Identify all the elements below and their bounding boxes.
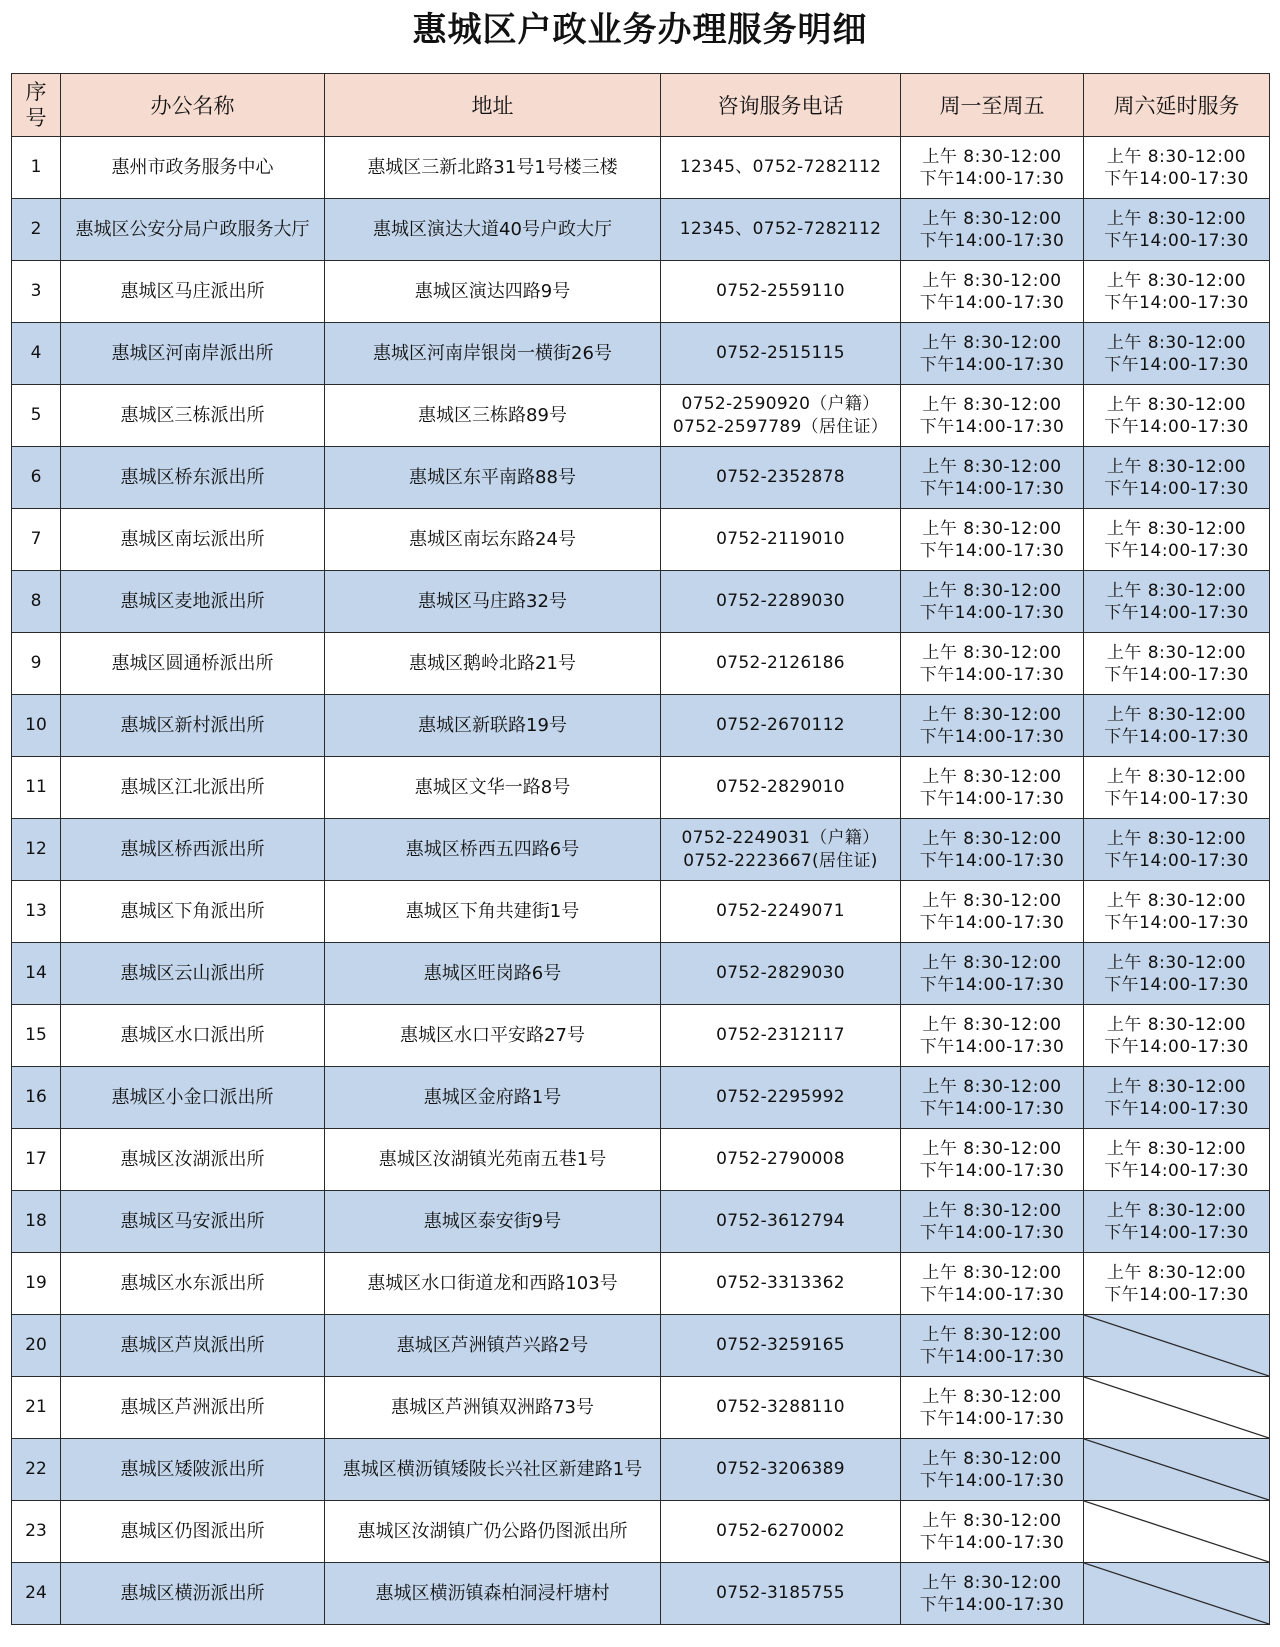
hours-am: 上午 8:30-12:00 <box>922 704 1062 725</box>
hours-am: 上午 8:30-12:00 <box>922 1572 1062 1593</box>
hours-pm: 下午14:00-17:30 <box>919 292 1065 313</box>
weekday-hours <box>901 757 1084 819</box>
header-weekday: 周一至周五 <box>901 74 1084 137</box>
saturday-hours <box>1084 1253 1270 1315</box>
office-name: 惠城区新村派出所 <box>61 695 325 757</box>
office-phone <box>661 695 901 757</box>
row-index: 7 <box>12 509 61 571</box>
hours-am: 上午 8:30-12:00 <box>922 146 1062 167</box>
office-phone <box>661 509 901 571</box>
row-index: 5 <box>12 385 61 447</box>
hours-am: 上午 8:30-12:00 <box>1106 1076 1247 1097</box>
hours-pm: 下午14:00-17:30 <box>919 1222 1065 1243</box>
row-index: 22 <box>12 1439 61 1501</box>
saturday-hours <box>1084 1005 1270 1067</box>
hours-pm: 下午14:00-17:30 <box>1104 354 1249 375</box>
table-row <box>12 1563 1270 1625</box>
hours-am: 上午 8:30-12:00 <box>922 394 1062 415</box>
hours-pm: 下午14:00-17:30 <box>1104 1222 1249 1243</box>
saturday-not-available <box>1084 1563 1270 1625</box>
office-name: 惠州市政务服务中心 <box>61 137 325 199</box>
header-saturday: 周六延时服务 <box>1084 74 1270 137</box>
saturday-not-available <box>1084 1439 1270 1501</box>
office-address: 惠城区泰安街9号 <box>325 1191 661 1253</box>
weekday-hours <box>901 1191 1084 1253</box>
hours-am: 上午 8:30-12:00 <box>1106 1014 1247 1035</box>
hours-pm: 下午14:00-17:30 <box>1104 788 1249 809</box>
hours-am: 上午 8:30-12:00 <box>1106 456 1247 477</box>
hours-pm: 下午14:00-17:30 <box>1104 1036 1249 1057</box>
office-name: 惠城区横沥派出所 <box>61 1563 325 1625</box>
phone-line: 0752-2670112 <box>716 715 845 735</box>
phone-line: 0752-2295992 <box>716 1087 845 1107</box>
hours-pm: 下午14:00-17:30 <box>919 416 1065 437</box>
office-address: 惠城区旺岗路6号 <box>325 943 661 1005</box>
table-row <box>12 1067 1270 1129</box>
hours-pm: 下午14:00-17:30 <box>1104 1098 1249 1119</box>
hours-am: 上午 8:30-12:00 <box>1106 332 1247 353</box>
header-phone: 咨询服务电话 <box>661 74 901 137</box>
hours-pm: 下午14:00-17:30 <box>919 478 1065 499</box>
phone-line: 0752-2312117 <box>716 1025 845 1045</box>
row-index: 23 <box>12 1501 61 1563</box>
phone-line: 0752-3288110 <box>716 1397 845 1417</box>
row-index: 12 <box>12 819 61 881</box>
hours-pm: 下午14:00-17:30 <box>1104 478 1249 499</box>
office-name: 惠城区汝湖派出所 <box>61 1129 325 1191</box>
office-name: 惠城区圆通桥派出所 <box>61 633 325 695</box>
hours-pm: 下午14:00-17:30 <box>919 788 1065 809</box>
hours-pm: 下午14:00-17:30 <box>919 540 1065 561</box>
hours-am: 上午 8:30-12:00 <box>922 208 1062 229</box>
diagonal-slash-icon <box>1084 1563 1269 1624</box>
header-index-line1: 序 <box>25 80 47 104</box>
weekday-hours <box>901 571 1084 633</box>
hours-am: 上午 8:30-12:00 <box>1106 952 1247 973</box>
phone-line: 0752-3185755 <box>716 1583 845 1603</box>
hours-am: 上午 8:30-12:00 <box>1106 1200 1247 1221</box>
office-name: 惠城区芦洲派出所 <box>61 1377 325 1439</box>
saturday-hours <box>1084 1067 1270 1129</box>
phone-line: 0752-2829010 <box>716 777 845 797</box>
table-row <box>12 819 1270 881</box>
hours-pm: 下午14:00-17:30 <box>1104 726 1249 747</box>
hours-pm: 下午14:00-17:30 <box>1104 540 1249 561</box>
row-index: 9 <box>12 633 61 695</box>
office-address: 惠城区演达四路9号 <box>325 261 661 323</box>
hours-pm: 下午14:00-17:30 <box>1104 850 1249 871</box>
office-address: 惠城区汝湖镇广仍公路仍图派出所 <box>325 1501 661 1563</box>
saturday-hours <box>1084 819 1270 881</box>
office-address: 惠城区芦洲镇芦兴路2号 <box>325 1315 661 1377</box>
table-row <box>12 881 1270 943</box>
weekday-hours <box>901 385 1084 447</box>
office-phone <box>661 943 901 1005</box>
hours-am: 上午 8:30-12:00 <box>922 642 1062 663</box>
table-body <box>12 137 1270 1625</box>
row-index: 10 <box>12 695 61 757</box>
table-row <box>12 447 1270 509</box>
office-phone <box>661 199 901 261</box>
row-index: 6 <box>12 447 61 509</box>
weekday-hours <box>901 1005 1084 1067</box>
table-row <box>12 1191 1270 1253</box>
office-address: 惠城区下角共建街1号 <box>325 881 661 943</box>
hours-pm: 下午14:00-17:30 <box>919 168 1065 189</box>
office-phone <box>661 1005 901 1067</box>
office-address: 惠城区演达大道40号户政大厅 <box>325 199 661 261</box>
hours-pm: 下午14:00-17:30 <box>919 664 1065 685</box>
row-index: 11 <box>12 757 61 819</box>
weekday-hours <box>901 261 1084 323</box>
office-name: 惠城区河南岸派出所 <box>61 323 325 385</box>
office-address: 惠城区桥西五四路6号 <box>325 819 661 881</box>
hours-am: 上午 8:30-12:00 <box>922 1200 1062 1221</box>
hours-pm: 下午14:00-17:30 <box>1104 168 1249 189</box>
phone-line: 0752-2559110 <box>716 281 845 301</box>
diagonal-slash-icon <box>1084 1439 1269 1500</box>
phone-line: 0752-2515115 <box>716 343 845 363</box>
weekday-hours <box>901 1501 1084 1563</box>
header-name: 办公名称 <box>61 74 325 137</box>
office-phone <box>661 323 901 385</box>
hours-pm: 下午14:00-17:30 <box>919 1594 1065 1615</box>
office-name: 惠城区马庄派出所 <box>61 261 325 323</box>
office-name: 惠城区桥西派出所 <box>61 819 325 881</box>
phone-line: 12345、0752-7282112 <box>679 219 882 239</box>
office-name: 惠城区水口派出所 <box>61 1005 325 1067</box>
saturday-hours <box>1084 509 1270 571</box>
saturday-not-available <box>1084 1315 1270 1377</box>
table-row <box>12 385 1270 447</box>
hours-am: 上午 8:30-12:00 <box>922 1076 1062 1097</box>
weekday-hours <box>901 1315 1084 1377</box>
office-address: 惠城区水口街道龙和西路103号 <box>325 1253 661 1315</box>
office-address: 惠城区三栋路89号 <box>325 385 661 447</box>
hours-am: 上午 8:30-12:00 <box>1106 1138 1247 1159</box>
phone-line: 0752-2119010 <box>716 529 845 549</box>
hours-am: 上午 8:30-12:00 <box>922 766 1062 787</box>
hours-pm: 下午14:00-17:30 <box>919 354 1065 375</box>
table-row <box>12 1439 1270 1501</box>
row-index: 14 <box>12 943 61 1005</box>
saturday-hours <box>1084 1129 1270 1191</box>
office-phone <box>661 633 901 695</box>
office-address: 惠城区水口平安路27号 <box>325 1005 661 1067</box>
hours-pm: 下午14:00-17:30 <box>1104 230 1249 251</box>
hours-am: 上午 8:30-12:00 <box>922 952 1062 973</box>
phone-line: 0752-3313362 <box>716 1273 845 1293</box>
office-phone <box>661 1191 901 1253</box>
office-phone <box>661 385 901 447</box>
saturday-hours <box>1084 261 1270 323</box>
hours-am: 上午 8:30-12:00 <box>922 890 1062 911</box>
row-index: 15 <box>12 1005 61 1067</box>
row-index: 3 <box>12 261 61 323</box>
office-name: 惠城区小金口派出所 <box>61 1067 325 1129</box>
office-name: 惠城区水东派出所 <box>61 1253 325 1315</box>
hours-am: 上午 8:30-12:00 <box>1106 642 1247 663</box>
row-index: 24 <box>12 1563 61 1625</box>
phone-line: 0752-2352878 <box>716 467 845 487</box>
hours-am: 上午 8:30-12:00 <box>922 1448 1062 1469</box>
hours-pm: 下午14:00-17:30 <box>919 1284 1065 1305</box>
weekday-hours <box>901 1067 1084 1129</box>
phone-line: 0752-2829030 <box>716 963 845 983</box>
hours-pm: 下午14:00-17:30 <box>1104 602 1249 623</box>
table-row <box>12 1129 1270 1191</box>
hours-am: 上午 8:30-12:00 <box>1106 394 1247 415</box>
saturday-hours <box>1084 633 1270 695</box>
weekday-hours <box>901 1563 1084 1625</box>
hours-pm: 下午14:00-17:30 <box>919 1346 1065 1367</box>
header-index-line2: 号 <box>25 106 47 130</box>
row-index: 8 <box>12 571 61 633</box>
hours-am: 上午 8:30-12:00 <box>1106 766 1247 787</box>
weekday-hours <box>901 199 1084 261</box>
saturday-hours <box>1084 1191 1270 1253</box>
office-address: 惠城区三新北路31号1号楼三楼 <box>325 137 661 199</box>
phone-line: 0752-2126186 <box>716 653 845 673</box>
office-name: 惠城区南坛派出所 <box>61 509 325 571</box>
saturday-hours <box>1084 695 1270 757</box>
hours-pm: 下午14:00-17:30 <box>1104 1284 1249 1305</box>
weekday-hours <box>901 509 1084 571</box>
office-name: 惠城区江北派出所 <box>61 757 325 819</box>
weekday-hours <box>901 1377 1084 1439</box>
office-address: 惠城区金府路1号 <box>325 1067 661 1129</box>
weekday-hours <box>901 323 1084 385</box>
phone-line: 0752-2790008 <box>716 1149 845 1169</box>
office-address: 惠城区横沥镇矮陂长兴社区新建路1号 <box>325 1439 661 1501</box>
office-phone <box>661 819 901 881</box>
hours-am: 上午 8:30-12:00 <box>922 1324 1062 1345</box>
weekday-hours <box>901 1253 1084 1315</box>
hours-am: 上午 8:30-12:00 <box>1106 270 1247 291</box>
hours-am: 上午 8:30-12:00 <box>1106 1262 1247 1283</box>
office-name: 惠城区矮陂派出所 <box>61 1439 325 1501</box>
row-index: 21 <box>12 1377 61 1439</box>
phone-line: 0752-2597789（居住证） <box>672 416 889 437</box>
weekday-hours <box>901 1129 1084 1191</box>
phone-line: 0752-3206389 <box>716 1459 845 1479</box>
row-index: 1 <box>12 137 61 199</box>
table-row <box>12 1253 1270 1315</box>
office-name: 惠城区芦岚派出所 <box>61 1315 325 1377</box>
hours-am: 上午 8:30-12:00 <box>922 518 1062 539</box>
table-row <box>12 943 1270 1005</box>
table-row <box>12 695 1270 757</box>
office-phone <box>661 1315 901 1377</box>
saturday-hours <box>1084 447 1270 509</box>
hours-am: 上午 8:30-12:00 <box>922 1386 1062 1407</box>
hours-am: 上午 8:30-12:00 <box>1106 580 1247 601</box>
phone-line: 0752-2289030 <box>716 591 845 611</box>
hours-pm: 下午14:00-17:30 <box>919 1408 1065 1429</box>
weekday-hours <box>901 447 1084 509</box>
office-phone <box>661 137 901 199</box>
saturday-hours <box>1084 571 1270 633</box>
hours-am: 上午 8:30-12:00 <box>1106 704 1247 725</box>
hours-am: 上午 8:30-12:00 <box>922 270 1062 291</box>
weekday-hours <box>901 633 1084 695</box>
hours-am: 上午 8:30-12:00 <box>922 828 1062 849</box>
row-index: 16 <box>12 1067 61 1129</box>
hours-am: 上午 8:30-12:00 <box>1106 890 1247 911</box>
row-index: 4 <box>12 323 61 385</box>
table-row <box>12 1501 1270 1563</box>
hours-pm: 下午14:00-17:30 <box>919 726 1065 747</box>
hours-pm: 下午14:00-17:30 <box>1104 912 1249 933</box>
saturday-hours <box>1084 137 1270 199</box>
row-index: 17 <box>12 1129 61 1191</box>
table-row <box>12 1377 1270 1439</box>
office-address: 惠城区芦洲镇双洲路73号 <box>325 1377 661 1439</box>
phone-line: 0752-3612794 <box>716 1211 845 1231</box>
weekday-hours <box>901 943 1084 1005</box>
hours-am: 上午 8:30-12:00 <box>922 1014 1062 1035</box>
saturday-hours <box>1084 881 1270 943</box>
office-name: 惠城区马安派出所 <box>61 1191 325 1253</box>
hours-am: 上午 8:30-12:00 <box>922 332 1062 353</box>
hours-am: 上午 8:30-12:00 <box>922 1262 1062 1283</box>
table-row <box>12 509 1270 571</box>
weekday-hours <box>901 137 1084 199</box>
weekday-hours <box>901 1439 1084 1501</box>
hours-am: 上午 8:30-12:00 <box>1106 518 1247 539</box>
hours-pm: 下午14:00-17:30 <box>1104 416 1249 437</box>
office-name: 惠城区云山派出所 <box>61 943 325 1005</box>
office-phone <box>661 261 901 323</box>
row-index: 20 <box>12 1315 61 1377</box>
hours-pm: 下午14:00-17:30 <box>919 602 1065 623</box>
header-index <box>12 74 61 137</box>
page-title: 惠城区户政业务办理服务明细 <box>412 10 868 50</box>
row-index: 13 <box>12 881 61 943</box>
office-address: 惠城区横沥镇森柏洞浸杆塘村 <box>325 1563 661 1625</box>
hours-am: 上午 8:30-12:00 <box>922 1510 1062 1531</box>
row-index: 18 <box>12 1191 61 1253</box>
diagonal-slash-icon <box>1084 1377 1269 1438</box>
table-row <box>12 261 1270 323</box>
saturday-hours <box>1084 385 1270 447</box>
table-row <box>12 1315 1270 1377</box>
hours-pm: 下午14:00-17:30 <box>1104 974 1249 995</box>
saturday-not-available <box>1084 1377 1270 1439</box>
office-phone <box>661 757 901 819</box>
saturday-hours <box>1084 943 1270 1005</box>
hours-pm: 下午14:00-17:30 <box>919 974 1065 995</box>
hours-pm: 下午14:00-17:30 <box>919 1470 1065 1491</box>
row-index: 19 <box>12 1253 61 1315</box>
office-address: 惠城区鹅岭北路21号 <box>325 633 661 695</box>
saturday-hours <box>1084 757 1270 819</box>
office-name: 惠城区公安分局户政服务大厅 <box>61 199 325 261</box>
hours-am: 上午 8:30-12:00 <box>922 456 1062 477</box>
diagonal-slash-icon <box>1084 1315 1269 1376</box>
phone-line: 0752-3259165 <box>716 1335 845 1355</box>
office-phone <box>661 1253 901 1315</box>
saturday-not-available <box>1084 1501 1270 1563</box>
weekday-hours <box>901 819 1084 881</box>
row-index: 2 <box>12 199 61 261</box>
diagonal-slash-icon <box>1084 1501 1269 1562</box>
phone-line: 0752-2223667(居住证) <box>683 850 878 871</box>
hours-pm: 下午14:00-17:30 <box>1104 1160 1249 1181</box>
hours-pm: 下午14:00-17:30 <box>919 1098 1065 1119</box>
hours-am: 上午 8:30-12:00 <box>922 1138 1062 1159</box>
saturday-hours <box>1084 323 1270 385</box>
phone-line: 12345、0752-7282112 <box>679 157 882 177</box>
hours-pm: 下午14:00-17:30 <box>919 912 1065 933</box>
office-address: 惠城区河南岸银岗一横街26号 <box>325 323 661 385</box>
office-name: 惠城区麦地派出所 <box>61 571 325 633</box>
office-phone <box>661 1501 901 1563</box>
office-phone <box>661 1439 901 1501</box>
weekday-hours <box>901 881 1084 943</box>
office-address: 惠城区新联路19号 <box>325 695 661 757</box>
hours-am: 上午 8:30-12:00 <box>1106 208 1247 229</box>
table-row <box>12 633 1270 695</box>
office-name: 惠城区下角派出所 <box>61 881 325 943</box>
hours-pm: 下午14:00-17:30 <box>1104 664 1249 685</box>
table-header-row <box>12 74 1270 137</box>
hours-pm: 下午14:00-17:30 <box>919 1160 1065 1181</box>
office-phone <box>661 1563 901 1625</box>
office-name: 惠城区三栋派出所 <box>61 385 325 447</box>
office-address: 惠城区马庄路32号 <box>325 571 661 633</box>
office-phone <box>661 881 901 943</box>
office-phone <box>661 1067 901 1129</box>
table-row <box>12 137 1270 199</box>
table-row <box>12 199 1270 261</box>
table-row <box>12 757 1270 819</box>
hours-pm: 下午14:00-17:30 <box>919 1036 1065 1057</box>
hours-pm: 下午14:00-17:30 <box>1104 292 1249 313</box>
service-table <box>11 73 1270 1625</box>
office-phone <box>661 1377 901 1439</box>
hours-am: 上午 8:30-12:00 <box>922 580 1062 601</box>
table-row <box>12 571 1270 633</box>
weekday-hours <box>901 695 1084 757</box>
office-name: 惠城区桥东派出所 <box>61 447 325 509</box>
office-address: 惠城区南坛东路24号 <box>325 509 661 571</box>
table-row <box>12 1005 1270 1067</box>
hours-am: 上午 8:30-12:00 <box>1106 146 1247 167</box>
hours-am: 上午 8:30-12:00 <box>1106 828 1247 849</box>
office-phone <box>661 447 901 509</box>
saturday-hours <box>1084 199 1270 261</box>
phone-line: 0752-2249031（户籍） <box>681 827 880 848</box>
office-phone <box>661 1129 901 1191</box>
hours-pm: 下午14:00-17:30 <box>919 1532 1065 1553</box>
office-address: 惠城区汝湖镇光苑南五巷1号 <box>325 1129 661 1191</box>
phone-line: 0752-6270002 <box>716 1521 845 1541</box>
table-row <box>12 323 1270 385</box>
phone-line: 0752-2590920（户籍） <box>681 393 880 414</box>
hours-pm: 下午14:00-17:30 <box>919 230 1065 251</box>
hours-pm: 下午14:00-17:30 <box>919 850 1065 871</box>
office-phone <box>661 571 901 633</box>
office-address: 惠城区东平南路88号 <box>325 447 661 509</box>
header-address: 地址 <box>325 74 661 137</box>
office-name: 惠城区仍图派出所 <box>61 1501 325 1563</box>
phone-line: 0752-2249071 <box>716 901 845 921</box>
office-address: 惠城区文华一路8号 <box>325 757 661 819</box>
